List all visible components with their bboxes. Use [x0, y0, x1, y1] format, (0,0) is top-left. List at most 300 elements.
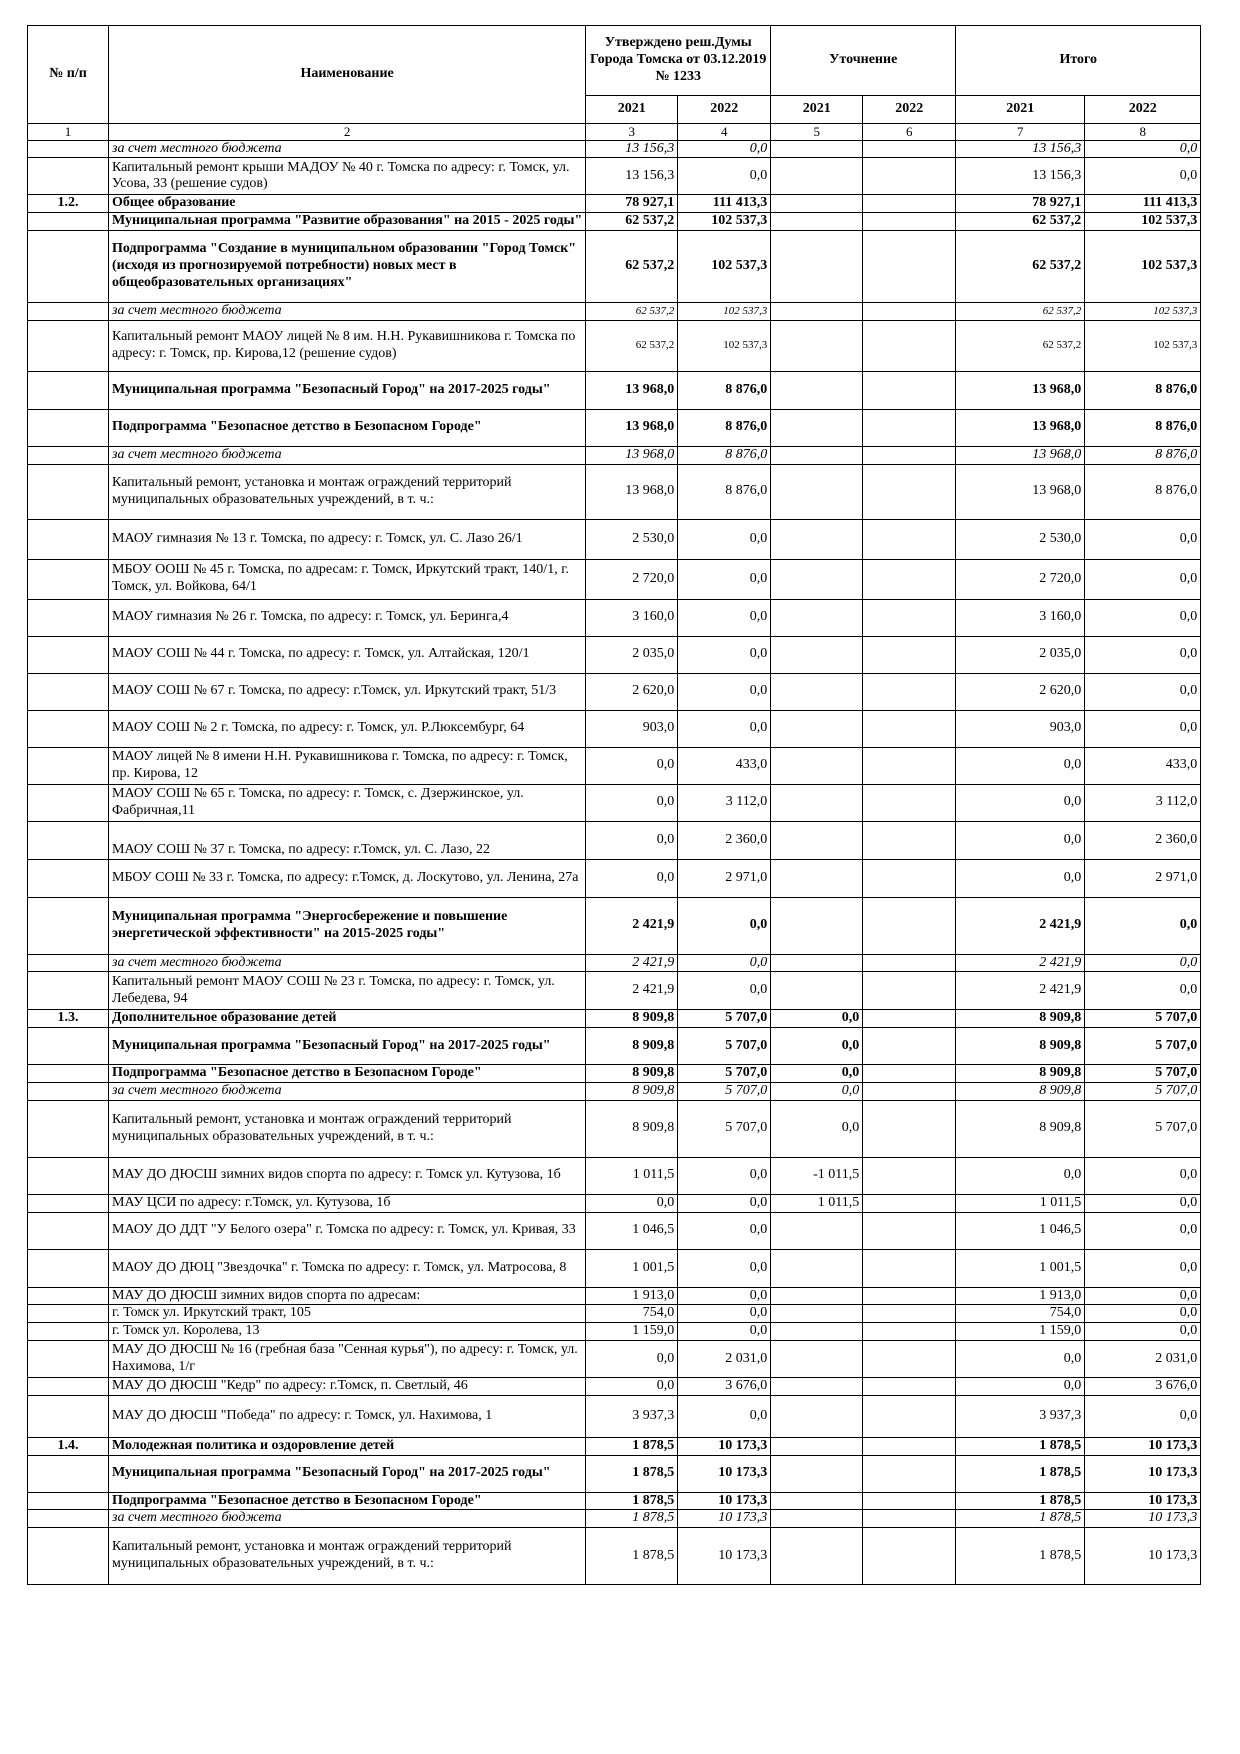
- value-cell: [863, 371, 956, 409]
- row-number-cell: [28, 1528, 109, 1585]
- value-cell: 0,0: [956, 821, 1085, 859]
- table-row: [28, 972, 1201, 1010]
- value-cell: 13 968,0: [586, 446, 678, 464]
- value-cell: 903,0: [586, 710, 678, 747]
- row-name-cell: Общее образование: [109, 195, 586, 213]
- value-cell: 0,0: [1085, 972, 1201, 1010]
- row-name-cell: за счет местного бюджета: [109, 1082, 586, 1100]
- value-cell: 0,0: [1085, 710, 1201, 747]
- row-number-cell: 1.2.: [28, 195, 109, 213]
- row-name-cell: МАОУ СОШ № 2 г. Томска, по адресу: г. Томск, ул. Р.Люксембург, 64: [109, 710, 586, 747]
- row-name-cell: МАОУ СОШ № 65 г. Томска, по адресу: г. Томск, с. Дзержинское, ул. Фабричная,11: [109, 784, 586, 821]
- value-cell: 0,0: [678, 1212, 771, 1249]
- value-cell: 0,0: [678, 1157, 771, 1194]
- value-cell: 2 530,0: [956, 519, 1085, 559]
- value-cell: 5 707,0: [1085, 1065, 1201, 1083]
- row-number-cell: [28, 599, 109, 636]
- table-row: [28, 1528, 1201, 1585]
- value-cell: [771, 1492, 863, 1510]
- value-cell: [771, 140, 863, 158]
- value-cell: 102 537,3: [1085, 230, 1201, 302]
- value-cell: 0,0: [956, 859, 1085, 897]
- value-cell: 111 413,3: [678, 195, 771, 213]
- value-cell: [771, 1377, 863, 1395]
- value-cell: 102 537,3: [678, 302, 771, 320]
- value-cell: 0,0: [678, 636, 771, 673]
- value-cell: 0,0: [1085, 636, 1201, 673]
- table-row: [28, 559, 1201, 599]
- value-cell: [863, 710, 956, 747]
- value-cell: 0,0: [956, 1157, 1085, 1194]
- row-number-cell: [28, 1340, 109, 1377]
- row-name-cell: за счет местного бюджета: [109, 954, 586, 972]
- value-cell: 5 707,0: [678, 1065, 771, 1083]
- value-cell: [771, 320, 863, 371]
- year-header: 2021: [956, 96, 1085, 124]
- value-cell: [863, 897, 956, 954]
- row-name-cell: Муниципальная программа "Безопасный Город" на 2017-2025 годы": [109, 1028, 586, 1065]
- value-cell: [771, 1305, 863, 1323]
- value-cell: 10 173,3: [678, 1455, 771, 1492]
- value-cell: 0,0: [771, 1065, 863, 1083]
- value-cell: 8 909,8: [586, 1010, 678, 1028]
- row-name-cell: Подпрограмма "Безопасное детство в Безопасном Городе": [109, 1065, 586, 1083]
- value-cell: 102 537,3: [1085, 213, 1201, 231]
- value-cell: [863, 954, 956, 972]
- value-cell: 433,0: [678, 747, 771, 784]
- row-name-cell: Подпрограмма "Безопасное детство в Безопасном Городе": [109, 1492, 586, 1510]
- row-number-cell: [28, 1510, 109, 1528]
- table-row: [28, 1157, 1201, 1194]
- value-cell: -1 011,5: [771, 1157, 863, 1194]
- row-number-cell: [28, 213, 109, 231]
- value-cell: [771, 1212, 863, 1249]
- value-cell: 1 878,5: [956, 1437, 1085, 1455]
- value-cell: 8 909,8: [586, 1065, 678, 1083]
- value-cell: 8 909,8: [586, 1082, 678, 1100]
- value-cell: 1 001,5: [586, 1249, 678, 1287]
- table-row: [28, 1377, 1201, 1395]
- value-cell: 1 878,5: [586, 1510, 678, 1528]
- value-cell: [771, 213, 863, 231]
- row-name-cell: МАОУ лицей № 8 имени Н.Н. Рукавишникова г. Томска, по адресу: г. Томск, пр. Кирова, 12: [109, 747, 586, 784]
- value-cell: [863, 559, 956, 599]
- value-cell: 1 878,5: [956, 1492, 1085, 1510]
- value-cell: 1 878,5: [956, 1510, 1085, 1528]
- value-cell: [863, 1510, 956, 1528]
- value-cell: 1 878,5: [586, 1492, 678, 1510]
- value-cell: [863, 784, 956, 821]
- row-name-cell: Муниципальная программа "Энергосбережение и повышение энергетической эффективности" на 2015-2025 годы": [109, 897, 586, 954]
- row-name-cell: МАУ ДО ДЮСШ № 16 (гребная база "Сенная курья"), по адресу: г. Томск, ул. Нахимова, 1/г: [109, 1340, 586, 1377]
- year-header: 2022: [678, 96, 771, 124]
- row-number-cell: [28, 302, 109, 320]
- value-cell: [863, 1492, 956, 1510]
- value-cell: [863, 1377, 956, 1395]
- value-cell: [771, 897, 863, 954]
- row-name-cell: МАУ ДО ДЮСШ зимних видов спорта по адресам:: [109, 1287, 586, 1305]
- value-cell: [771, 409, 863, 446]
- value-cell: 0,0: [1085, 1249, 1201, 1287]
- value-cell: [863, 1010, 956, 1028]
- value-cell: 1 913,0: [956, 1287, 1085, 1305]
- value-cell: 10 173,3: [1085, 1510, 1201, 1528]
- value-cell: 5 707,0: [678, 1100, 771, 1157]
- row-name-cell: МБОУ ООШ № 45 г. Томска, по адресам: г. Томск, Иркутский тракт, 140/1, г. Томск, ул. Войкова, 64/1: [109, 559, 586, 599]
- row-name-cell: МАОУ СОШ № 67 г. Томска, по адресу: г.Томск, ул. Иркутский тракт, 51/3: [109, 673, 586, 710]
- col-name-header: Наименование: [109, 26, 586, 124]
- table-row: [28, 1510, 1201, 1528]
- table-row: [28, 213, 1201, 231]
- row-number-cell: [28, 1492, 109, 1510]
- row-name-cell: Капитальный ремонт МАОУ СОШ № 23 г. Томска, по адресу: г. Томск, ул. Лебедева, 94: [109, 972, 586, 1010]
- row-number-cell: [28, 409, 109, 446]
- value-cell: 78 927,1: [586, 195, 678, 213]
- value-cell: 1 159,0: [956, 1323, 1085, 1341]
- row-name-cell: МАОУ гимназия № 13 г. Томска, по адресу: г. Томск, ул. С. Лазо 26/1: [109, 519, 586, 559]
- value-cell: 3 112,0: [678, 784, 771, 821]
- value-cell: 1 011,5: [956, 1194, 1085, 1212]
- value-cell: [863, 599, 956, 636]
- value-cell: [771, 302, 863, 320]
- table-row: [28, 821, 1201, 859]
- column-number: 4: [678, 124, 771, 141]
- value-cell: 0,0: [678, 897, 771, 954]
- value-cell: 0,0: [586, 1340, 678, 1377]
- value-cell: 102 537,3: [678, 230, 771, 302]
- table-row: [28, 954, 1201, 972]
- value-cell: 0,0: [956, 747, 1085, 784]
- column-number: 3: [586, 124, 678, 141]
- table-row: [28, 140, 1201, 158]
- table-row: [28, 1249, 1201, 1287]
- value-cell: 2 720,0: [956, 559, 1085, 599]
- value-cell: [771, 1287, 863, 1305]
- value-cell: [863, 1065, 956, 1083]
- value-cell: 1 878,5: [956, 1455, 1085, 1492]
- row-name-cell: за счет местного бюджета: [109, 1510, 586, 1528]
- value-cell: 8 876,0: [1085, 371, 1201, 409]
- row-number-cell: [28, 1157, 109, 1194]
- table-row: [28, 747, 1201, 784]
- table-row: [28, 158, 1201, 195]
- column-number: 6: [863, 124, 956, 141]
- value-cell: 0,0: [1085, 1287, 1201, 1305]
- value-cell: 10 173,3: [1085, 1455, 1201, 1492]
- value-cell: 0,0: [1085, 519, 1201, 559]
- value-cell: 13 968,0: [956, 446, 1085, 464]
- value-cell: 3 160,0: [586, 599, 678, 636]
- column-number: 5: [771, 124, 863, 141]
- value-cell: 0,0: [1085, 1323, 1201, 1341]
- value-cell: 13 968,0: [586, 371, 678, 409]
- value-cell: [863, 1194, 956, 1212]
- value-cell: 754,0: [586, 1305, 678, 1323]
- row-number-cell: [28, 1455, 109, 1492]
- value-cell: 0,0: [1085, 140, 1201, 158]
- value-cell: 1 159,0: [586, 1323, 678, 1341]
- value-cell: [863, 409, 956, 446]
- value-cell: 0,0: [678, 710, 771, 747]
- value-cell: 0,0: [586, 1377, 678, 1395]
- value-cell: 1 878,5: [586, 1437, 678, 1455]
- value-cell: 2 971,0: [1085, 859, 1201, 897]
- value-cell: 62 537,2: [586, 302, 678, 320]
- value-cell: 1 046,5: [956, 1212, 1085, 1249]
- value-cell: 1 913,0: [586, 1287, 678, 1305]
- value-cell: 0,0: [771, 1028, 863, 1065]
- value-cell: [863, 636, 956, 673]
- value-cell: 62 537,2: [956, 320, 1085, 371]
- row-number-cell: [28, 747, 109, 784]
- value-cell: 8 876,0: [1085, 409, 1201, 446]
- table-row: [28, 1065, 1201, 1083]
- row-number-cell: [28, 821, 109, 859]
- value-cell: [863, 195, 956, 213]
- value-cell: 0,0: [678, 1305, 771, 1323]
- value-cell: 754,0: [956, 1305, 1085, 1323]
- row-number-cell: [28, 1287, 109, 1305]
- value-cell: [771, 972, 863, 1010]
- value-cell: 8 876,0: [1085, 464, 1201, 519]
- table-row: [28, 1082, 1201, 1100]
- value-cell: 3 676,0: [1085, 1377, 1201, 1395]
- value-cell: [771, 1395, 863, 1437]
- value-cell: 8 909,8: [956, 1010, 1085, 1028]
- value-cell: [863, 230, 956, 302]
- value-cell: 0,0: [678, 559, 771, 599]
- row-name-cell: Подпрограмма "Безопасное детство в Безопасном Городе": [109, 409, 586, 446]
- table-row: [28, 897, 1201, 954]
- value-cell: 62 537,2: [956, 302, 1085, 320]
- value-cell: [771, 1528, 863, 1585]
- value-cell: [863, 140, 956, 158]
- table-row: [28, 673, 1201, 710]
- value-cell: 62 537,2: [956, 213, 1085, 231]
- value-cell: 78 927,1: [956, 195, 1085, 213]
- value-cell: [771, 673, 863, 710]
- value-cell: 8 876,0: [678, 409, 771, 446]
- value-cell: [863, 1340, 956, 1377]
- row-number-cell: [28, 559, 109, 599]
- value-cell: 2 421,9: [586, 954, 678, 972]
- value-cell: [771, 195, 863, 213]
- row-name-cell: МАУ ДО ДЮСШ зимних видов спорта по адресу: г. Томск ул. Кутузова, 1б: [109, 1157, 586, 1194]
- row-number-cell: [28, 446, 109, 464]
- value-cell: [771, 559, 863, 599]
- value-cell: [771, 1340, 863, 1377]
- value-cell: 2 421,9: [956, 954, 1085, 972]
- value-cell: 1 011,5: [771, 1194, 863, 1212]
- value-cell: 8 909,8: [586, 1028, 678, 1065]
- value-cell: [771, 636, 863, 673]
- value-cell: 13 968,0: [586, 409, 678, 446]
- value-cell: [863, 1305, 956, 1323]
- table-row: [28, 1010, 1201, 1028]
- value-cell: [771, 519, 863, 559]
- value-cell: 13 968,0: [956, 371, 1085, 409]
- value-cell: 102 537,3: [1085, 320, 1201, 371]
- value-cell: 13 968,0: [956, 409, 1085, 446]
- value-cell: 0,0: [1085, 1194, 1201, 1212]
- row-number-cell: [28, 897, 109, 954]
- value-cell: [863, 1157, 956, 1194]
- table-row: [28, 302, 1201, 320]
- value-cell: [863, 1028, 956, 1065]
- value-cell: 13 156,3: [586, 140, 678, 158]
- row-number-cell: [28, 954, 109, 972]
- value-cell: 0,0: [678, 954, 771, 972]
- table-row: [28, 1305, 1201, 1323]
- value-cell: 2 421,9: [586, 897, 678, 954]
- column-number: 8: [1085, 124, 1201, 141]
- total-group-header: Итого: [956, 26, 1201, 96]
- row-number-cell: [28, 1377, 109, 1395]
- value-cell: 62 537,2: [586, 213, 678, 231]
- row-name-cell: МАОУ ДО ДДТ "У Белого озера" г. Томска по адресу: г. Томск, ул. Кривая, 33: [109, 1212, 586, 1249]
- row-name-cell: Молодежная политика и оздоровление детей: [109, 1437, 586, 1455]
- value-cell: 111 413,3: [1085, 195, 1201, 213]
- table-row: [28, 1028, 1201, 1065]
- value-cell: [863, 302, 956, 320]
- value-cell: [771, 859, 863, 897]
- value-cell: 0,0: [586, 859, 678, 897]
- year-header: 2021: [586, 96, 678, 124]
- value-cell: [863, 1528, 956, 1585]
- value-cell: 0,0: [678, 599, 771, 636]
- value-cell: 0,0: [956, 784, 1085, 821]
- year-header: 2022: [863, 96, 956, 124]
- row-name-cell: за счет местного бюджета: [109, 446, 586, 464]
- value-cell: 0,0: [771, 1010, 863, 1028]
- value-cell: 10 173,3: [678, 1510, 771, 1528]
- row-number-cell: [28, 371, 109, 409]
- value-cell: 5 707,0: [678, 1010, 771, 1028]
- value-cell: [863, 673, 956, 710]
- row-name-cell: МАОУ СОШ № 37 г. Томска, по адресу: г.Томск, ул. С. Лазо, 22: [109, 821, 586, 859]
- value-cell: 10 173,3: [678, 1528, 771, 1585]
- value-cell: 0,0: [1085, 559, 1201, 599]
- value-cell: 0,0: [1085, 1305, 1201, 1323]
- value-cell: [863, 1082, 956, 1100]
- value-cell: 8 909,8: [956, 1082, 1085, 1100]
- budget-table: [27, 25, 1201, 1585]
- value-cell: 13 156,3: [586, 158, 678, 195]
- value-cell: 62 537,2: [586, 230, 678, 302]
- row-number-cell: [28, 1249, 109, 1287]
- row-name-cell: г. Томск ул. Королева, 13: [109, 1323, 586, 1341]
- row-name-cell: МАУ ДО ДЮСШ "Победа" по адресу: г. Томск, ул. Нахимова, 1: [109, 1395, 586, 1437]
- value-cell: 5 707,0: [1085, 1100, 1201, 1157]
- row-number-cell: [28, 972, 109, 1010]
- value-cell: [771, 599, 863, 636]
- value-cell: 8 876,0: [678, 371, 771, 409]
- value-cell: [771, 158, 863, 195]
- value-cell: [771, 464, 863, 519]
- row-number-cell: [28, 1194, 109, 1212]
- row-name-cell: Муниципальная программа "Безопасный Город" на 2017-2025 годы": [109, 1455, 586, 1492]
- value-cell: [771, 446, 863, 464]
- value-cell: 2 421,9: [586, 972, 678, 1010]
- value-cell: 0,0: [678, 673, 771, 710]
- value-cell: [771, 371, 863, 409]
- table-row: [28, 409, 1201, 446]
- table-row: [28, 1323, 1201, 1341]
- value-cell: [771, 954, 863, 972]
- value-cell: 0,0: [678, 140, 771, 158]
- row-name-cell: МАУ ЦСИ по адресу: г.Томск, ул. Кутузова, 1б: [109, 1194, 586, 1212]
- value-cell: 102 537,3: [1085, 302, 1201, 320]
- value-cell: [863, 821, 956, 859]
- table-row: [28, 464, 1201, 519]
- table-row: [28, 636, 1201, 673]
- row-number-cell: 1.3.: [28, 1010, 109, 1028]
- row-number-cell: [28, 673, 109, 710]
- value-cell: 0,0: [586, 1194, 678, 1212]
- value-cell: [863, 859, 956, 897]
- row-name-cell: Муниципальная программа "Развитие образования" на 2015 - 2025 годы": [109, 213, 586, 231]
- value-cell: 102 537,3: [678, 213, 771, 231]
- value-cell: [863, 213, 956, 231]
- row-number-cell: [28, 158, 109, 195]
- row-number-cell: [28, 636, 109, 673]
- value-cell: 5 707,0: [1085, 1082, 1201, 1100]
- table-row: [28, 519, 1201, 559]
- value-cell: 0,0: [678, 1194, 771, 1212]
- row-name-cell: за счет местного бюджета: [109, 302, 586, 320]
- column-number-row: [28, 124, 1201, 141]
- value-cell: [863, 747, 956, 784]
- value-cell: 3 937,3: [586, 1395, 678, 1437]
- row-number-cell: [28, 140, 109, 158]
- value-cell: 13 156,3: [956, 140, 1085, 158]
- row-number-cell: 1.4.: [28, 1437, 109, 1455]
- row-name-cell: Капитальный ремонт МАОУ лицей № 8 им. Н.Н. Рукавишникова г. Томска по адресу: г. Томск, пр. Кирова,12 (решение судов): [109, 320, 586, 371]
- value-cell: [771, 821, 863, 859]
- value-cell: 0,0: [678, 972, 771, 1010]
- row-name-cell: Подпрограмма "Создание в муниципальном образовании "Город Томск" (исходя из прогнозируемой потребности) новых мест в общеобразовательных организациях": [109, 230, 586, 302]
- table-row: [28, 784, 1201, 821]
- row-name-cell: Капитальный ремонт, установка и монтаж ограждений территорий муниципальных образовательных учреждений, в т. ч.:: [109, 1100, 586, 1157]
- row-name-cell: г. Томск ул. Иркутский тракт, 105: [109, 1305, 586, 1323]
- value-cell: 2 035,0: [586, 636, 678, 673]
- value-cell: 433,0: [1085, 747, 1201, 784]
- column-number: 2: [109, 124, 586, 141]
- value-cell: [863, 1395, 956, 1437]
- row-name-cell: Капитальный ремонт, установка и монтаж ограждений территорий муниципальных образовательных учреждений, в т. ч.:: [109, 464, 586, 519]
- value-cell: 10 173,3: [678, 1492, 771, 1510]
- column-number: 1: [28, 124, 109, 141]
- row-name-cell: Капитальный ремонт, установка и монтаж ограждений территорий муниципальных образовательных учреждений, в т. ч.:: [109, 1528, 586, 1585]
- value-cell: 2 031,0: [1085, 1340, 1201, 1377]
- row-number-cell: [28, 710, 109, 747]
- value-cell: 1 011,5: [586, 1157, 678, 1194]
- value-cell: 1 878,5: [586, 1455, 678, 1492]
- value-cell: [771, 230, 863, 302]
- value-cell: 0,0: [1085, 1157, 1201, 1194]
- value-cell: 5 707,0: [678, 1028, 771, 1065]
- value-cell: 1 046,5: [586, 1212, 678, 1249]
- table-row: [28, 195, 1201, 213]
- col-number-header: № п/п: [28, 26, 109, 124]
- row-number-cell: [28, 1065, 109, 1083]
- table-row: [28, 371, 1201, 409]
- value-cell: 8 876,0: [1085, 446, 1201, 464]
- table-row: [28, 1287, 1201, 1305]
- table-row: [28, 599, 1201, 636]
- value-cell: 0,0: [771, 1100, 863, 1157]
- value-cell: 10 173,3: [1085, 1528, 1201, 1585]
